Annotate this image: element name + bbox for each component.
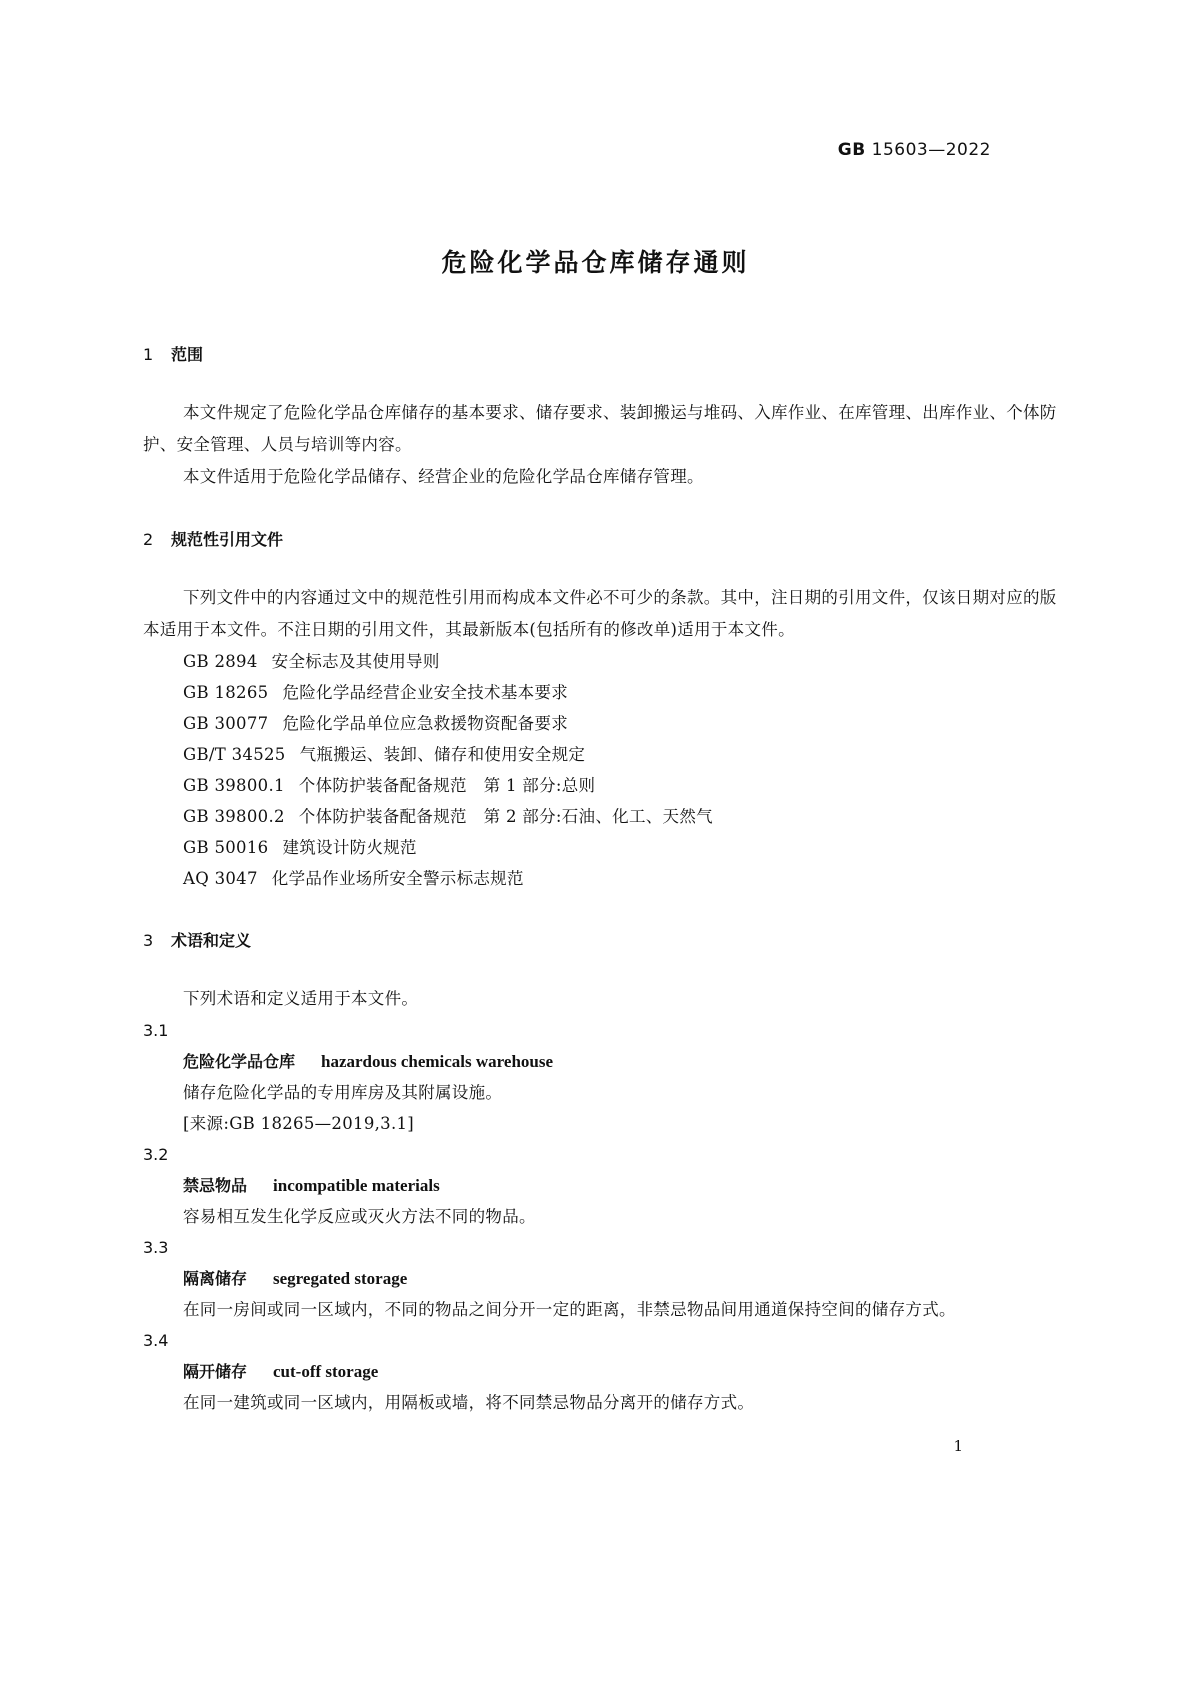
reference-item bbox=[143, 770, 1057, 801]
term-number: 3.3 bbox=[143, 1238, 169, 1257]
reference-title: 安全标志及其使用导则 bbox=[271, 652, 440, 671]
term-english: segregated storage bbox=[273, 1269, 408, 1288]
standard-prefix: GB bbox=[837, 140, 866, 160]
section-title: 范围 bbox=[171, 345, 204, 364]
reference-title: 危险化学品经营企业安全技术基本要求 bbox=[282, 683, 569, 702]
term-number: 3.4 bbox=[143, 1331, 169, 1350]
term-source: [来源:GB 18265—2019,3.1] bbox=[183, 1114, 415, 1133]
paragraph: 本文件规定了危险化学品仓库储存的基本要求、储存要求、装卸搬运与堆码、入库作业、在库管理、出库作业、个体防护、安全管理、人员与培训等内容。 bbox=[143, 403, 1057, 454]
term-chinese: 禁忌物品 bbox=[183, 1176, 248, 1195]
paragraph: 下列文件中的内容通过文中的规范性引用而构成本文件必不可少的条款。其中，注日期的引用文件，仅该日期对应的版本适用于本文件。不注日期的引用文件，其最新版本(包括所有的修改单)适用于本文件。 bbox=[143, 588, 1057, 639]
reference-item bbox=[143, 646, 1057, 677]
reference-title: 个体防护装备配备规范 第 1 部分:总则 bbox=[298, 776, 596, 795]
standard-code bbox=[838, 140, 991, 160]
reference-code: GB 2894 bbox=[183, 652, 258, 671]
term-definition: 储存危险化学品的专用库房及其附属设施。 bbox=[183, 1083, 503, 1102]
section-heading-scope bbox=[143, 342, 1057, 365]
paragraph: 本文件适用于危险化学品储存、经营企业的危险化学品仓库储存管理。 bbox=[183, 467, 704, 486]
term-chinese: 危险化学品仓库 bbox=[183, 1052, 296, 1071]
reference-title: 化学品作业场所安全警示标志规范 bbox=[271, 869, 524, 888]
document-title: 危险化学品仓库储存通则 bbox=[441, 248, 750, 277]
reference-code: AQ 3047 bbox=[183, 869, 258, 888]
reference-code: GB/T 34525 bbox=[183, 745, 286, 764]
reference-item bbox=[143, 677, 1057, 708]
reference-item bbox=[143, 832, 1057, 863]
reference-title: 建筑设计防火规范 bbox=[282, 838, 417, 857]
reference-title: 危险化学品单位应急救援物资配备要求 bbox=[282, 714, 569, 733]
section-number: 2 bbox=[143, 530, 154, 549]
reference-item bbox=[143, 863, 1057, 894]
section-number: 1 bbox=[143, 345, 154, 364]
term-definition: 在同一房间或同一区域内，不同的物品之间分开一定的距离，非禁忌物品间用通道保持空间的储存方式。 bbox=[183, 1300, 956, 1319]
term-heading bbox=[143, 1046, 1057, 1077]
reference-code: GB 30077 bbox=[183, 714, 269, 733]
reference-title: 气瓶搬运、装卸、储存和使用安全规定 bbox=[299, 745, 586, 764]
term-heading bbox=[143, 1170, 1057, 1201]
reference-item bbox=[143, 739, 1057, 770]
reference-title: 个体防护装备配备规范 第 2 部分:石油、化工、天然气 bbox=[298, 807, 713, 826]
section-heading-normative-references bbox=[143, 527, 1057, 550]
paragraph: 下列术语和定义适用于本文件。 bbox=[183, 989, 419, 1008]
reference-code: GB 39800.1 bbox=[183, 776, 285, 795]
term-definition: 在同一建筑或同一区域内，用隔板或墙，将不同禁忌物品分离开的储存方式。 bbox=[183, 1393, 755, 1412]
reference-item bbox=[143, 801, 1057, 832]
term-chinese: 隔离储存 bbox=[183, 1269, 248, 1288]
section-number: 3 bbox=[143, 931, 154, 950]
document-body bbox=[143, 342, 1057, 1418]
section-title: 术语和定义 bbox=[171, 931, 252, 950]
reference-code: GB 39800.2 bbox=[183, 807, 285, 826]
term-number: 3.2 bbox=[143, 1145, 169, 1164]
term-number: 3.1 bbox=[143, 1021, 169, 1040]
reference-code: GB 50016 bbox=[183, 838, 269, 857]
term-english: hazardous chemicals warehouse bbox=[321, 1052, 554, 1071]
term-english: cut-off storage bbox=[273, 1362, 379, 1381]
page-number: 1 bbox=[953, 1437, 963, 1455]
section-heading-terms-definitions bbox=[143, 928, 1057, 951]
term-heading bbox=[143, 1263, 1057, 1294]
term-chinese: 隔开储存 bbox=[183, 1362, 248, 1381]
term-english: incompatible materials bbox=[273, 1176, 440, 1195]
term-heading bbox=[143, 1356, 1057, 1387]
reference-code: GB 18265 bbox=[183, 683, 269, 702]
term-definition: 容易相互发生化学反应或灭火方法不同的物品。 bbox=[183, 1207, 536, 1226]
section-title: 规范性引用文件 bbox=[171, 530, 284, 549]
reference-item bbox=[143, 708, 1057, 739]
standard-number: 15603—2022 bbox=[871, 140, 991, 160]
